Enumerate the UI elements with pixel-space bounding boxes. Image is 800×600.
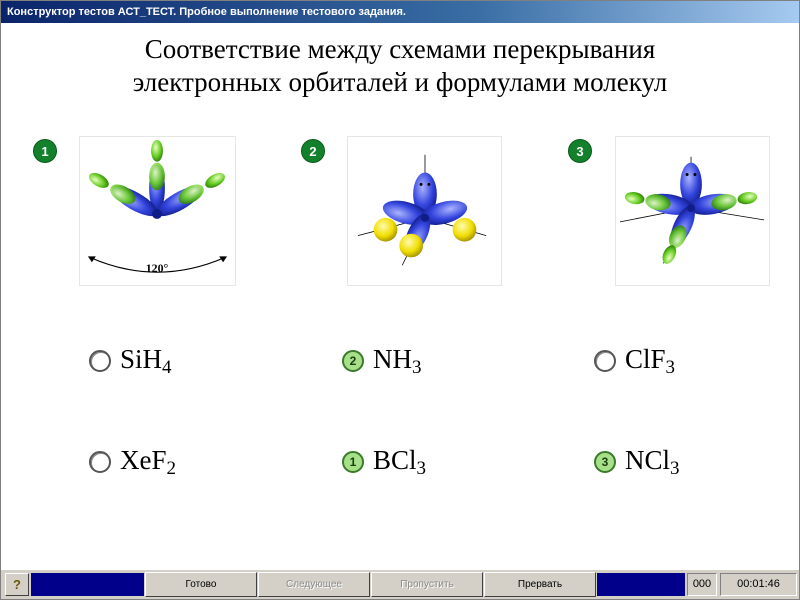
question-counter: 000 (687, 573, 717, 596)
ready-button[interactable]: Готово (145, 572, 257, 597)
option-xef2-radio[interactable] (89, 451, 111, 473)
status-bar (1, 569, 799, 599)
picture-2-number: 2 (301, 139, 325, 163)
option-clf3[interactable] (594, 341, 675, 381)
task-heading (1, 33, 799, 99)
option-xef2-formula: XeF$_2$ (120, 444, 176, 479)
option-nh3-formula: $NH_3$ (373, 343, 422, 378)
option-ncl3-formula: NCl$_3$ (625, 444, 680, 479)
option-ncl3[interactable] (594, 442, 680, 482)
task-heading-line-1: Соответствие между схемами перекрывания (144, 34, 656, 64)
option-bcl3-formula: BCl$_3$ (373, 444, 427, 479)
trigonal-planar-orbital-diagram-icon (80, 137, 235, 285)
picture-1 (79, 136, 236, 286)
option-clf3-radio[interactable] (594, 350, 616, 372)
option-nh3-assigned-badge[interactable]: 2 (342, 350, 364, 372)
option-sih4-formula: SiH$_4$ (120, 343, 172, 378)
t-shaped-orbital-diagram-icon (616, 137, 769, 285)
picture-1-number: 1 (33, 139, 57, 163)
window-title: Конструктор тестов АСТ_ТЕСТ. Пробное выполнение тестового задания. (1, 1, 799, 23)
option-sih4-radio[interactable] (89, 350, 111, 372)
abort-button[interactable]: Прервать (484, 572, 596, 597)
option-nh3[interactable] (342, 341, 422, 381)
status-fill-left (31, 573, 144, 596)
option-xef2[interactable] (89, 442, 176, 482)
option-clf3-formula: ClF$_3$ (625, 343, 676, 378)
next-button[interactable]: Следующее (258, 572, 370, 597)
task-heading-line-2: электронных орбиталей и формулами молекул (132, 67, 668, 97)
picture-3 (615, 136, 770, 286)
option-sih4[interactable] (89, 341, 172, 381)
option-bcl3-assigned-badge[interactable]: 1 (342, 451, 364, 473)
picture-3-number: 3 (568, 139, 592, 163)
help-icon[interactable]: ? (5, 573, 29, 596)
skip-button[interactable]: Пропустить (371, 572, 483, 597)
angle-label: 120° (145, 261, 169, 276)
elapsed-timer: 00:01:46 (720, 573, 797, 596)
picture-2 (347, 136, 502, 286)
status-fill-right (597, 573, 685, 596)
trigonal-pyramidal-orbital-diagram-icon (348, 137, 501, 285)
option-ncl3-assigned-badge[interactable]: 3 (594, 451, 616, 473)
option-bcl3[interactable] (342, 442, 426, 482)
